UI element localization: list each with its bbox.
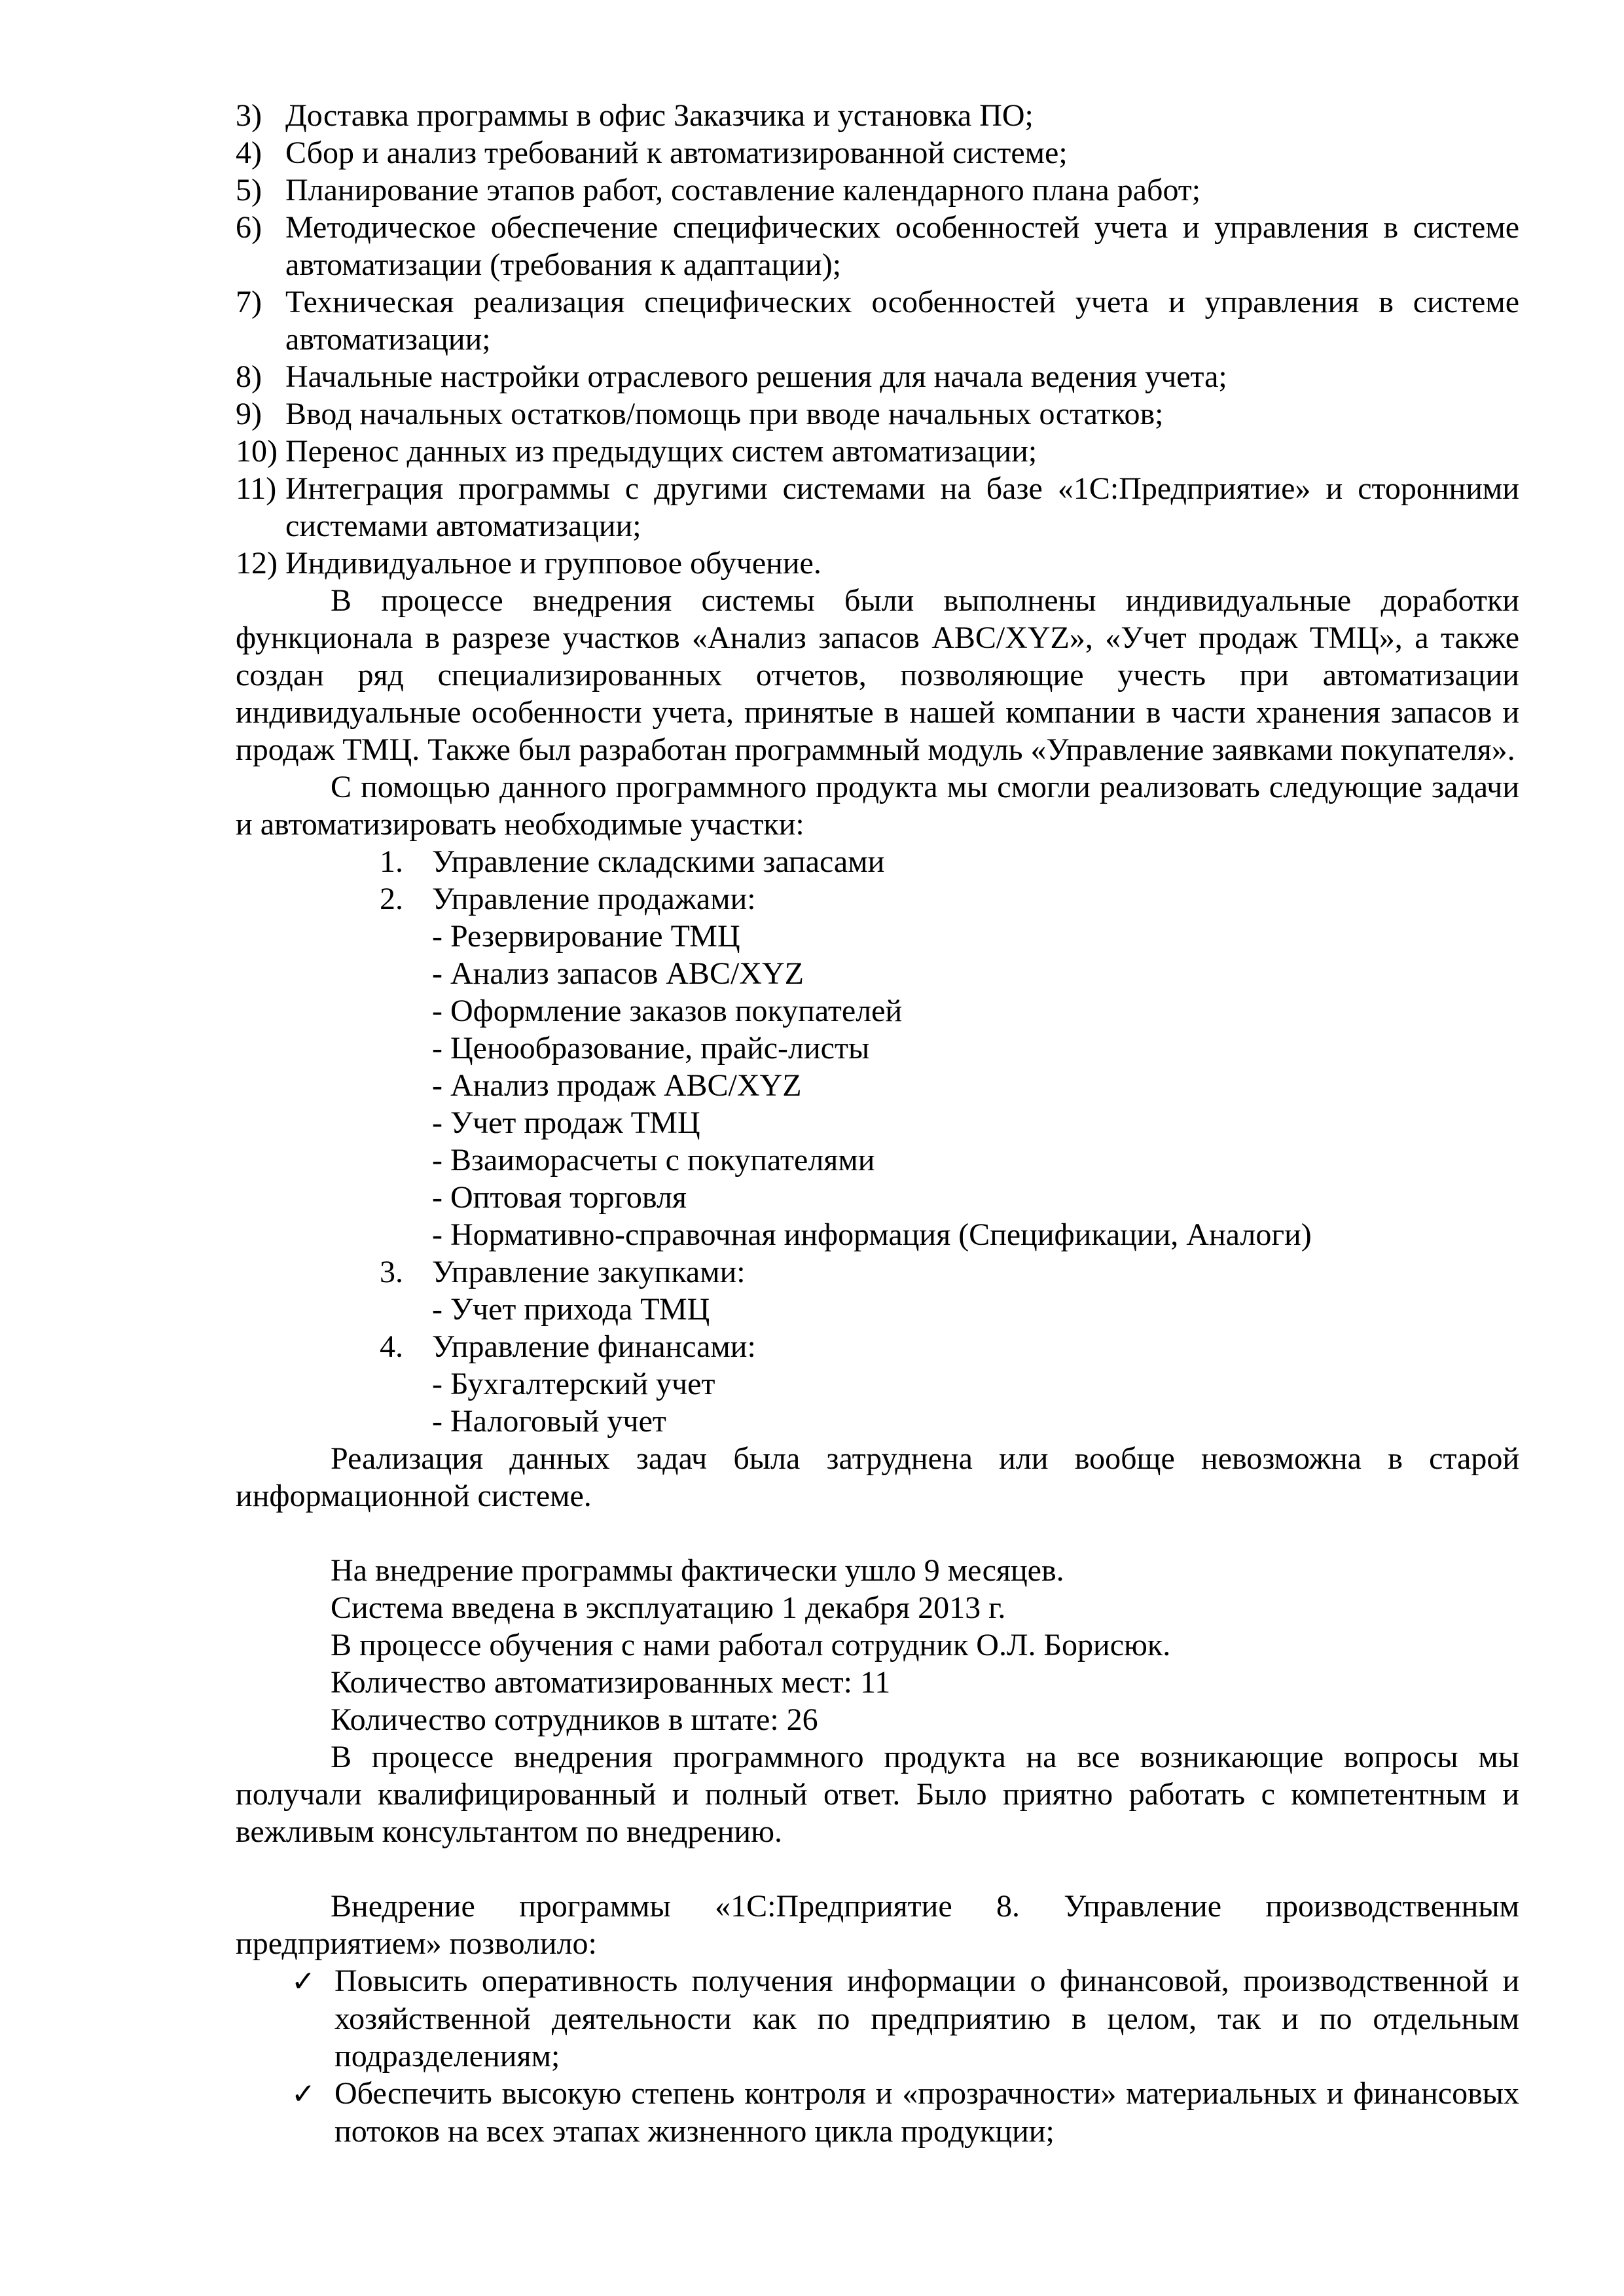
fact-line: Количество автоматизированных мест: 11 [331,1665,891,1700]
stage-list [236,97,1519,582]
task-list-item-text: Управление складскими запасами [432,844,885,879]
stage-list-item-text: Методическое обеспечение специфических особенностей учета и управления в системе автоматизации (требования к адаптации); [285,210,1519,282]
stage-list-item [236,134,1519,171]
stage-list-item-text: Начальные настройки отраслевого решения для начала ведения учета; [285,359,1227,394]
task-list-item [380,843,1519,880]
task-list-item-text: Управление продажами: [432,882,756,916]
stage-list-item [236,433,1519,470]
task-sub-item: - Ценообразование, прайс-листы [432,1031,870,1066]
list-marker: 7) [236,285,262,319]
list-marker: 10) [236,434,278,469]
benefit-list [236,1962,1519,2150]
benefit-item-text: Обеспечить высокую степень контроля и «прозрачности» материальных и финансовых потоков на всех этапах жизненного цикла продукции; [334,2076,1519,2149]
task-sub-item: - Бухгалтерский учет [432,1367,715,1401]
fact-line: На внедрение программы фактически ушло 9 месяцев. [331,1553,1064,1588]
stage-list-item [236,545,1519,582]
list-marker: 6) [236,210,262,245]
paragraph-benefits-intro: Внедрение программы «1С:Предприятие 8. Управление производственным предприятием» позволило: [236,1889,1519,1961]
list-marker: 8) [236,359,262,394]
paragraph-improvements: В процессе внедрения системы были выполнены индивидуальные доработки функционала в разрезе участков «Анализ запасов ABC/XYZ», «Учет продаж ТМЦ», а также создан ряд специализированных отчетов, позволяющие учесть при автоматизации индивидуальные особенности учета, принятые в нашей компании в части хранения запасов и продаж ТМЦ. Также был разработан программный модуль «Управление заявками покупателя». [236,583,1519,767]
checkmark-icon: ✓ [291,1965,316,1998]
task-sub-item: - Оформление заказов покупателей [432,994,903,1028]
list-marker: 3. [380,1255,403,1289]
stage-list-item-text: Ввод начальных остатков/помощь при вводе начальных остатков; [285,397,1164,431]
stage-list-item [236,395,1519,433]
stage-list-item-text: Техническая реализация специфических особенностей учета и управления в системе автоматизации; [285,285,1519,357]
fact-line: В процессе обучения с нами работал сотрудник О.Л. Борисюк. [331,1628,1171,1662]
stage-list-item-text: Индивидуальное и групповое обучение. [285,546,821,581]
task-list-item [380,1253,1519,1291]
list-marker: 2. [380,882,403,916]
benefit-item-text: Повысить оперативность получения информации о финансовой, производственной и хозяйственной деятельности как по предприятию в целом, так и по отдельным подразделениям; [334,1964,1519,2073]
task-list-item-text: Управление финансами: [432,1329,756,1364]
stage-list-item [236,97,1519,134]
task-list [236,843,1519,1440]
task-sub-item: - Анализ запасов ABC/XYZ [432,956,804,991]
task-sub-item: - Резервирование ТМЦ [432,919,740,954]
paragraph-tasks-intro: С помощью данного программного продукта мы смогли реализовать следующие задачи и автоматизировать необходимые участки: [236,770,1519,842]
list-marker: 11) [236,471,277,506]
task-list-item-text: Управление закупками: [432,1255,746,1289]
facts-block [236,1552,1519,1738]
list-marker: 3) [236,98,262,133]
benefit-item [291,1962,1519,2075]
stage-list-item [236,358,1519,395]
stage-list-item [236,470,1519,545]
blank-line [236,1515,1519,1552]
list-marker: 4) [236,135,262,170]
task-sub-item: - Учет прихода ТМЦ [432,1292,710,1327]
stage-list-item [236,171,1519,209]
task-sub-item: - Нормативно-справочная информация (Спецификации, Аналоги) [432,1217,1312,1252]
blank-line [236,1850,1519,1888]
task-sub-item: - Учет продаж ТМЦ [432,1105,700,1140]
stage-list-item-text: Сбор и анализ требований к автоматизированной системе; [285,135,1068,170]
stage-list-item-text: Перенос данных из предыдущих систем автоматизации; [285,434,1038,469]
task-sub-item: - Анализ продаж ABC/XYZ [432,1068,802,1103]
task-sub-item: - Взаиморасчеты с покупателями [432,1143,875,1177]
checkmark-icon: ✓ [291,2077,316,2111]
stage-list-item [236,209,1519,283]
stage-list-item [236,283,1519,358]
list-marker: 4. [380,1329,403,1364]
fact-line: Система введена в эксплуатацию 1 декабря 2013 г. [331,1590,1006,1625]
task-sub-item: - Оптовая торговля [432,1180,687,1215]
list-marker: 9) [236,397,262,431]
stage-list-item-text: Интеграция программы с другими системами на базе «1С:Предприятие» и сторонними системами автоматизации; [285,471,1519,543]
paragraph-realization-note: Реализация данных задач была затруднена или вообще невозможна в старой информационной системе. [236,1441,1519,1513]
stage-list-item-text: Планирование этапов работ, составление календарного плана работ; [285,173,1201,207]
fact-line: Количество сотрудников в штате: 26 [331,1702,818,1737]
benefit-item [291,2075,1519,2150]
stage-list-item-text: Доставка программы в офис Заказчика и установка ПО; [285,98,1034,133]
task-sub-item: - Налоговый учет [432,1404,666,1439]
list-marker: 1. [380,844,403,879]
list-marker: 5) [236,173,262,207]
task-list-item [380,1328,1519,1365]
list-marker: 12) [236,546,278,581]
task-list-item [380,880,1519,918]
paragraph-support-note: В процессе внедрения программного продукта на все возникающие вопросы мы получали квалифицированный и полный ответ. Было приятно работать с компетентным и вежливым консультантом по внедрению. [236,1740,1519,1849]
